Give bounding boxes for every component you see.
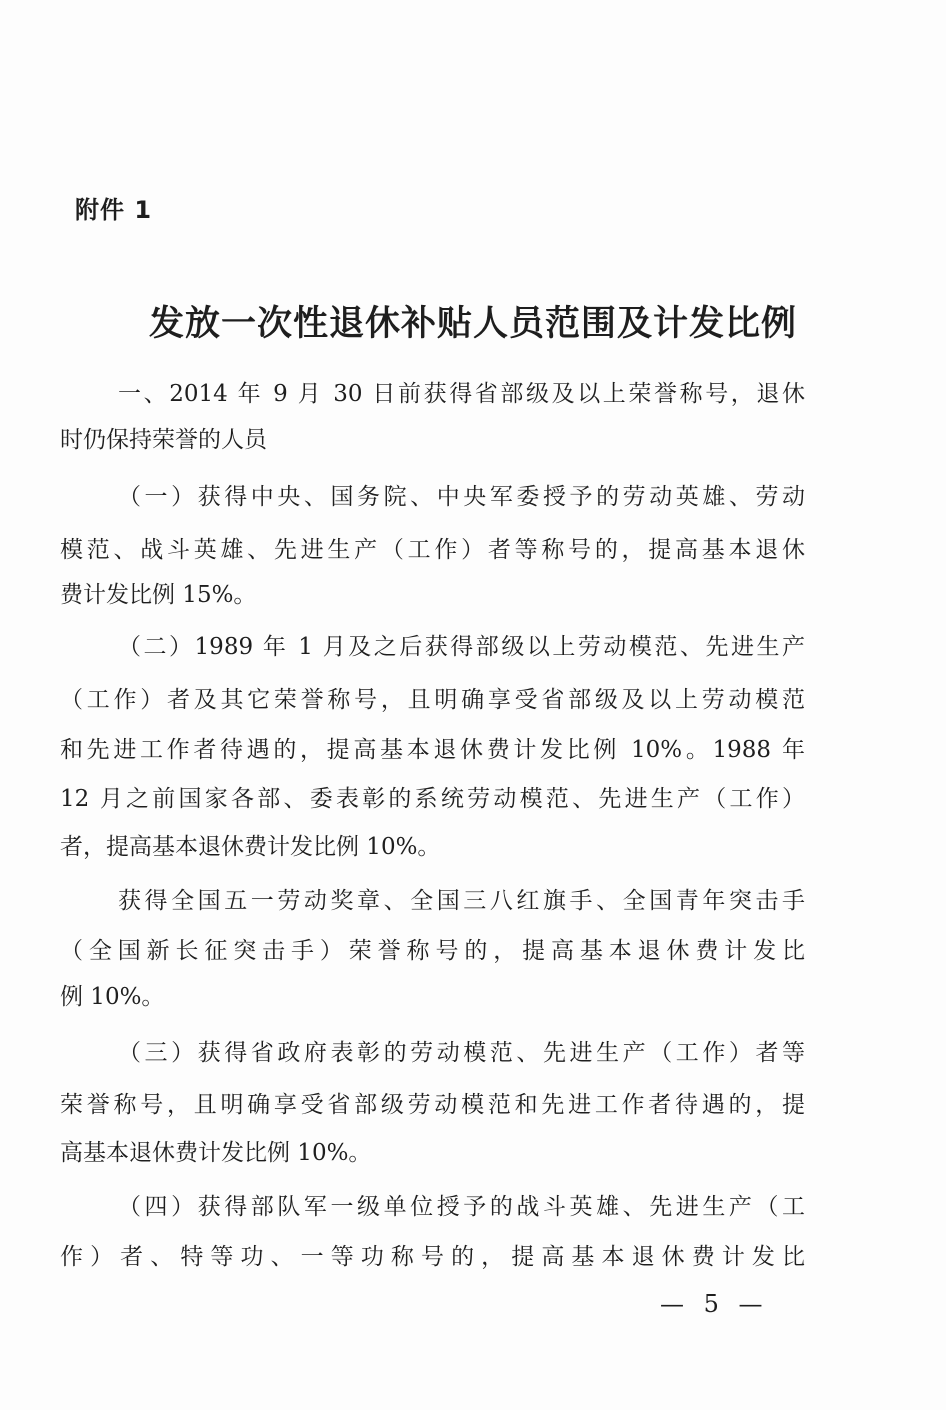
text-line: 获得全国五一劳动奖章、全国三八红旗手、全国青年突击手 — [118, 888, 805, 914]
text-line: 一、2014 年 9 月 30 日前获得省部级及以上荣誉称号，退休 — [118, 381, 805, 407]
text-line: 者，提高基本退休费计发比例 10%。 — [60, 834, 441, 860]
document-title: 发放一次性退休补贴人员范围及计发比例 — [148, 304, 797, 344]
text-line: 模范、战斗英雄、先进生产（工作）者等称号的，提高基本退休 — [60, 537, 805, 563]
text-line: （四）获得部队军一级单位授予的战斗英雄、先进生产（工 — [118, 1194, 805, 1220]
attachment-label: 附件 1 — [75, 196, 153, 224]
text-line: （一）获得中央、国务院、中央军委授予的劳动英雄、劳动 — [118, 484, 805, 510]
text-line: 和先进工作者待遇的，提高基本退休费计发比例 10%。1988 年 — [60, 737, 805, 763]
text-line: （三）获得省政府表彰的劳动模范、先进生产（工作）者等 — [118, 1040, 805, 1066]
text-line: 荣誉称号，且明确享受省部级劳动模范和先进工作者待遇的，提 — [60, 1092, 805, 1118]
text-line: 费计发比例 15%。 — [60, 582, 257, 608]
text-line: 12 月之前国家各部、委表彰的系统劳动模范、先进生产（工作） — [60, 786, 805, 812]
text-line: （工作）者及其它荣誉称号，且明确享受省部级及以上劳动模范 — [60, 687, 805, 713]
text-line: 时仍保持荣誉的人员 — [60, 427, 267, 453]
text-line: 高基本退休费计发比例 10%。 — [60, 1140, 372, 1166]
text-line: （全国新长征突击手）荣誉称号的，提高基本退休费计发比 — [60, 938, 805, 964]
text-line: 例 10%。 — [60, 984, 165, 1010]
text-line: （二）1989 年 1 月及之后获得部级以上劳动模范、先进生产 — [118, 634, 805, 660]
page-number: — 5 — — [660, 1290, 769, 1318]
text-line: 作）者、特等功、一等功称号的，提高基本退休费计发比 — [60, 1244, 805, 1270]
